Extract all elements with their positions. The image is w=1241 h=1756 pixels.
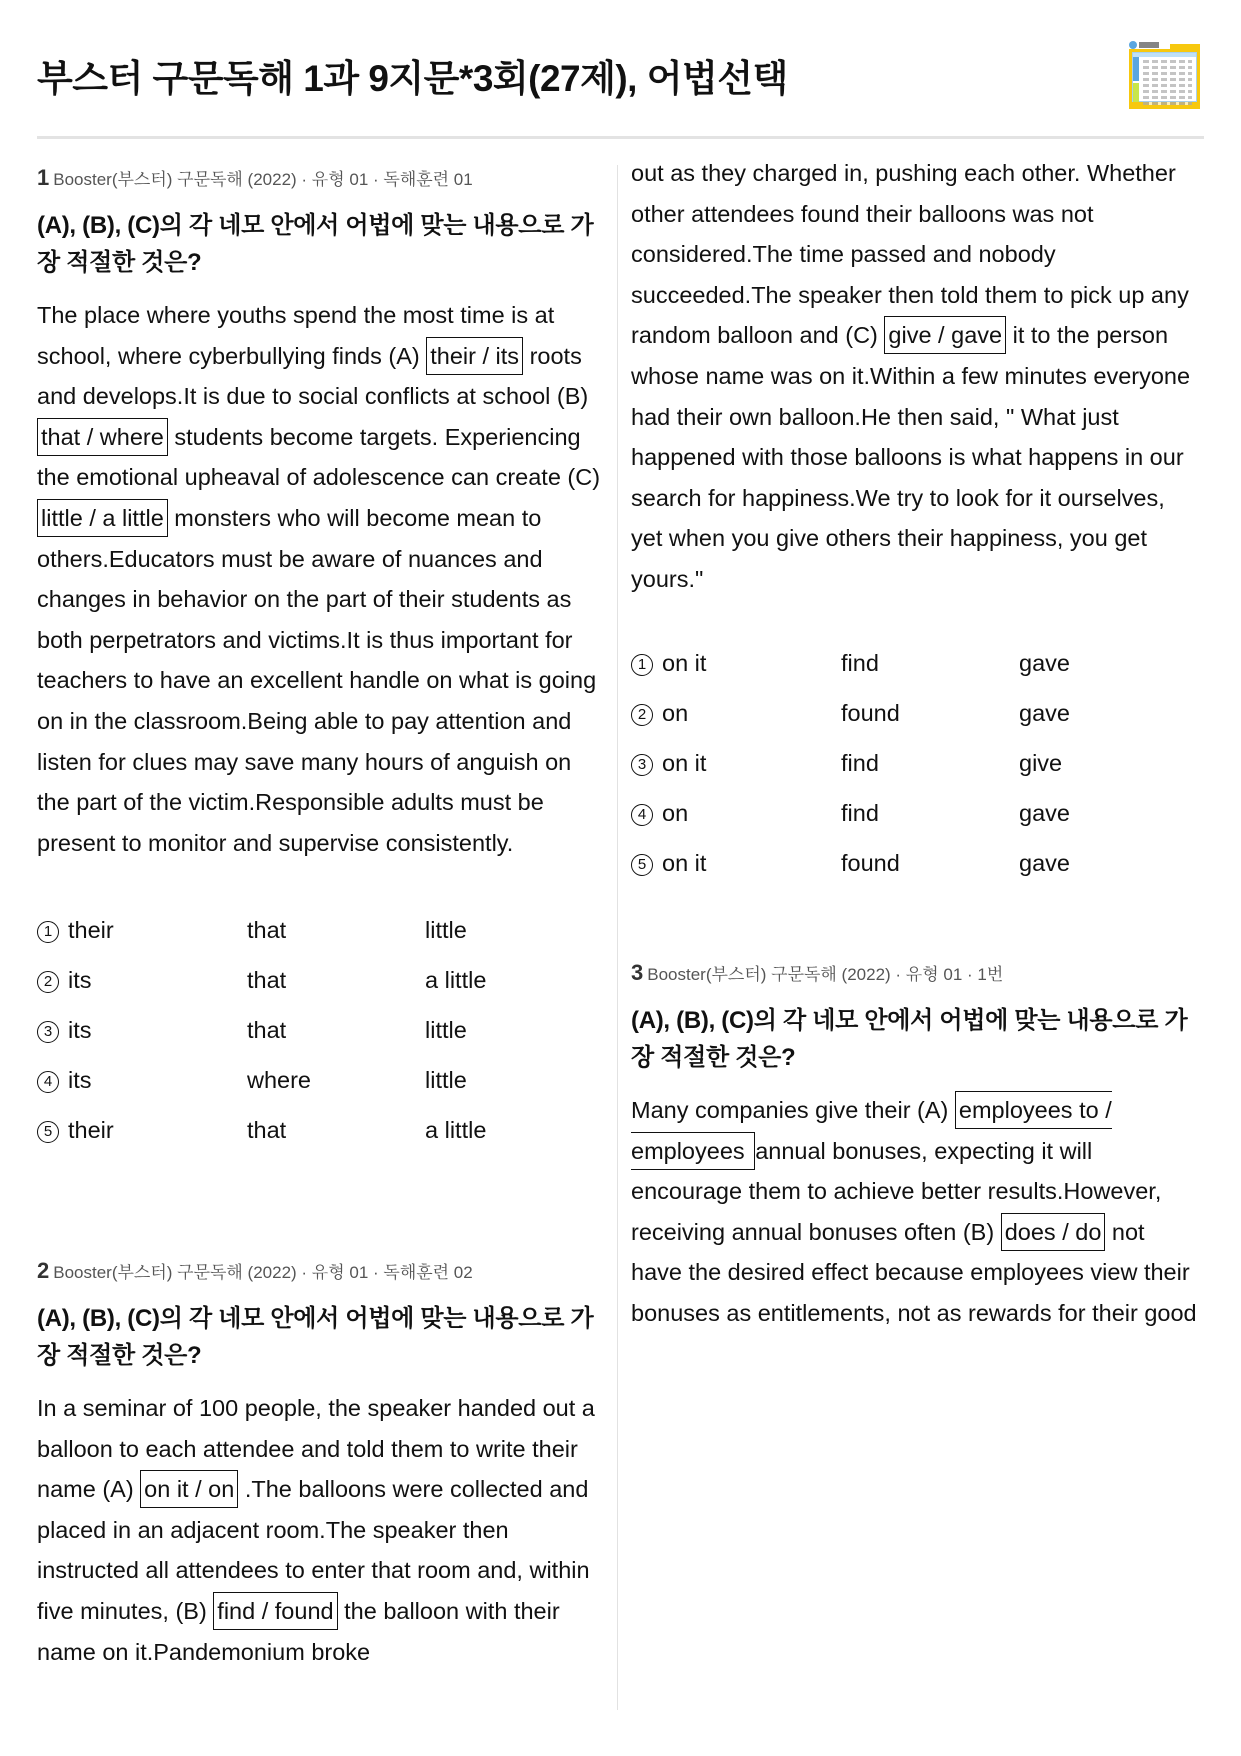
worksheet-thumbnail-icon — [1129, 41, 1200, 109]
passage-text: monsters who will become mean to others.Educators must be aware of nuances and changes in behavior on the part of their students as both perpetrators and victims.It is thus important for teachers to have an excellent handle on what is going on in the classroom.Being able to pay attention and listen for clues may save many hours of anguish on the part of the victim.Responsible adults must be present to monitor and supervise consistently. — [37, 504, 597, 856]
choice-b: that — [247, 916, 287, 943]
answer-box-c: give / gave — [884, 316, 1006, 354]
choice-a: their — [68, 1116, 114, 1143]
choice-b: find — [841, 799, 879, 826]
choice-2[interactable] — [37, 955, 607, 1005]
column-divider — [617, 165, 618, 1710]
answer-box-b: that / where — [37, 418, 168, 456]
question-number: 1 — [37, 165, 50, 190]
choice-3[interactable] — [631, 738, 1201, 788]
circled-number-icon: 4 — [37, 1071, 59, 1093]
answer-box-a: employees to / employees — [631, 1091, 1112, 1170]
question-number: 2 — [37, 1258, 50, 1283]
circled-number-icon: 5 — [631, 854, 653, 876]
passage-text: roots and develops.It is due to social conflicts at school (B) — [37, 342, 589, 410]
choice-c: little — [425, 916, 467, 943]
choice-b: find — [841, 649, 879, 676]
choice-a: its — [68, 1016, 92, 1043]
choice-c: gave — [1019, 699, 1070, 726]
choice-b: that — [247, 1116, 287, 1143]
passage-text: the balloon with their name on it.Pandemonium broke — [37, 1597, 560, 1665]
choice-a: on — [662, 699, 689, 726]
choice-a: its — [68, 966, 92, 993]
question-prompt: (A), (B), (C)의 각 네모 안에서 어법에 맞는 내용으로 가장 적절한 것은? — [631, 1007, 1188, 1071]
choice-c: gave — [1019, 799, 1070, 826]
answer-box-b: find / found — [213, 1592, 337, 1630]
question-2 — [37, 1258, 607, 1672]
question-3 — [631, 960, 1201, 1334]
answer-box-b: does / do — [1001, 1213, 1106, 1251]
passage-text: .The balloons were collected and placed in an adjacent room.The speaker then instructed all attendees to enter that room and, within five minutes, (B) — [37, 1476, 590, 1624]
choice-a: on it — [662, 749, 707, 776]
choice-b: where — [247, 1066, 312, 1093]
choice-c: gave — [1019, 649, 1070, 676]
choice-list — [37, 905, 607, 1155]
passage-text: In a seminar of 100 people, the speaker handed out a balloon to each attendee and told them to write their name (A) — [37, 1395, 595, 1503]
circled-number-icon: 1 — [37, 921, 59, 943]
choice-b: found — [841, 699, 900, 726]
choice-5[interactable] — [37, 1105, 607, 1155]
choice-4[interactable] — [631, 788, 1201, 838]
passage-text: annual bonuses, expecting it will encourage them to achieve better results.However, receiving annual bonuses often (B) — [631, 1137, 1162, 1245]
circled-number-icon: 2 — [37, 971, 59, 993]
choice-b: that — [247, 1016, 287, 1043]
choice-a: its — [68, 1066, 92, 1093]
circled-number-icon: 2 — [631, 704, 653, 726]
choice-c: a little — [425, 966, 487, 993]
choice-c: little — [425, 1066, 467, 1093]
choice-a: on it — [662, 649, 707, 676]
choice-a: on — [662, 799, 689, 826]
passage-text: students become targets. Experiencing the emotional upheaval of adolescence can create (C) — [37, 423, 601, 491]
question-number: 3 — [631, 960, 644, 985]
choice-1[interactable] — [631, 638, 1201, 688]
passage — [37, 1388, 607, 1672]
choice-b: find — [841, 749, 879, 776]
passage — [631, 153, 1201, 600]
question-meta — [37, 1258, 607, 1286]
circled-number-icon: 3 — [37, 1021, 59, 1043]
question-prompt: (A), (B), (C)의 각 네모 안에서 어법에 맞는 내용으로 가장 적절한 것은? — [37, 1305, 594, 1369]
circled-number-icon: 5 — [37, 1121, 59, 1143]
passage-text: Many companies give their (A) — [631, 1097, 955, 1123]
passage — [37, 295, 607, 863]
choice-3[interactable] — [37, 1005, 607, 1055]
page-title: 부스터 구문독해 1과 9지문*3회(27제), 어법선택 — [37, 58, 788, 99]
passage — [631, 1090, 1201, 1334]
choice-2[interactable] — [631, 688, 1201, 738]
question-source: Booster(부스터) 구문독해 (2022) · 유형 01 · 1번 — [647, 965, 1004, 984]
question-source: Booster(부스터) 구문독해 (2022) · 유형 01 · 독해훈련 02 — [53, 1263, 473, 1282]
question-1 — [37, 165, 607, 1155]
passage-text: not have the desired effect because employees view their bonuses as entitlements, not as rewards for their good — [631, 1218, 1197, 1326]
choice-5[interactable] — [631, 838, 1201, 888]
choice-c: a little — [425, 1116, 487, 1143]
choice-4[interactable] — [37, 1055, 607, 1105]
circled-number-icon: 4 — [631, 804, 653, 826]
question-meta — [37, 165, 607, 193]
answer-box-a: on it / on — [140, 1470, 238, 1508]
choice-a: their — [68, 916, 114, 943]
choice-c: give — [1019, 749, 1063, 776]
question-2-continued — [631, 160, 1201, 600]
question-prompt: (A), (B), (C)의 각 네모 안에서 어법에 맞는 내용으로 가장 적절한 것은? — [37, 212, 594, 276]
passage-text: The place where youths spend the most time is at school, where cyberbullying finds (A) — [37, 302, 555, 369]
choice-c: little — [425, 1016, 467, 1043]
passage-text: it to the person whose name was on it.Within a few minutes everyone had their own balloon.He then said, " What just happened with those balloons is what happens in our search for happiness.We try to look for it ourselves, yet when you give others their happiness, you get yours." — [631, 322, 1191, 592]
choice-1[interactable] — [37, 905, 607, 955]
choice-a: on it — [662, 849, 707, 876]
answer-box-c: little / a little — [37, 499, 168, 537]
choice-c: gave — [1019, 849, 1070, 876]
question-meta — [631, 960, 1201, 988]
passage-text: out as they charged in, pushing each other. Whether other attendees found their balloons was not considered.The time passed and nobody succeeded.The speaker then told them to pick up any random balloon and (C) — [631, 160, 1189, 349]
page-header — [37, 0, 1204, 139]
question-source: Booster(부스터) 구문독해 (2022) · 유형 01 · 독해훈련 01 — [53, 170, 473, 189]
circled-number-icon: 3 — [631, 754, 653, 776]
answer-box-a: their / its — [426, 337, 523, 375]
choice-b: that — [247, 966, 287, 993]
choice-b: found — [841, 849, 900, 876]
choice-list — [631, 638, 1201, 888]
circled-number-icon: 1 — [631, 654, 653, 676]
